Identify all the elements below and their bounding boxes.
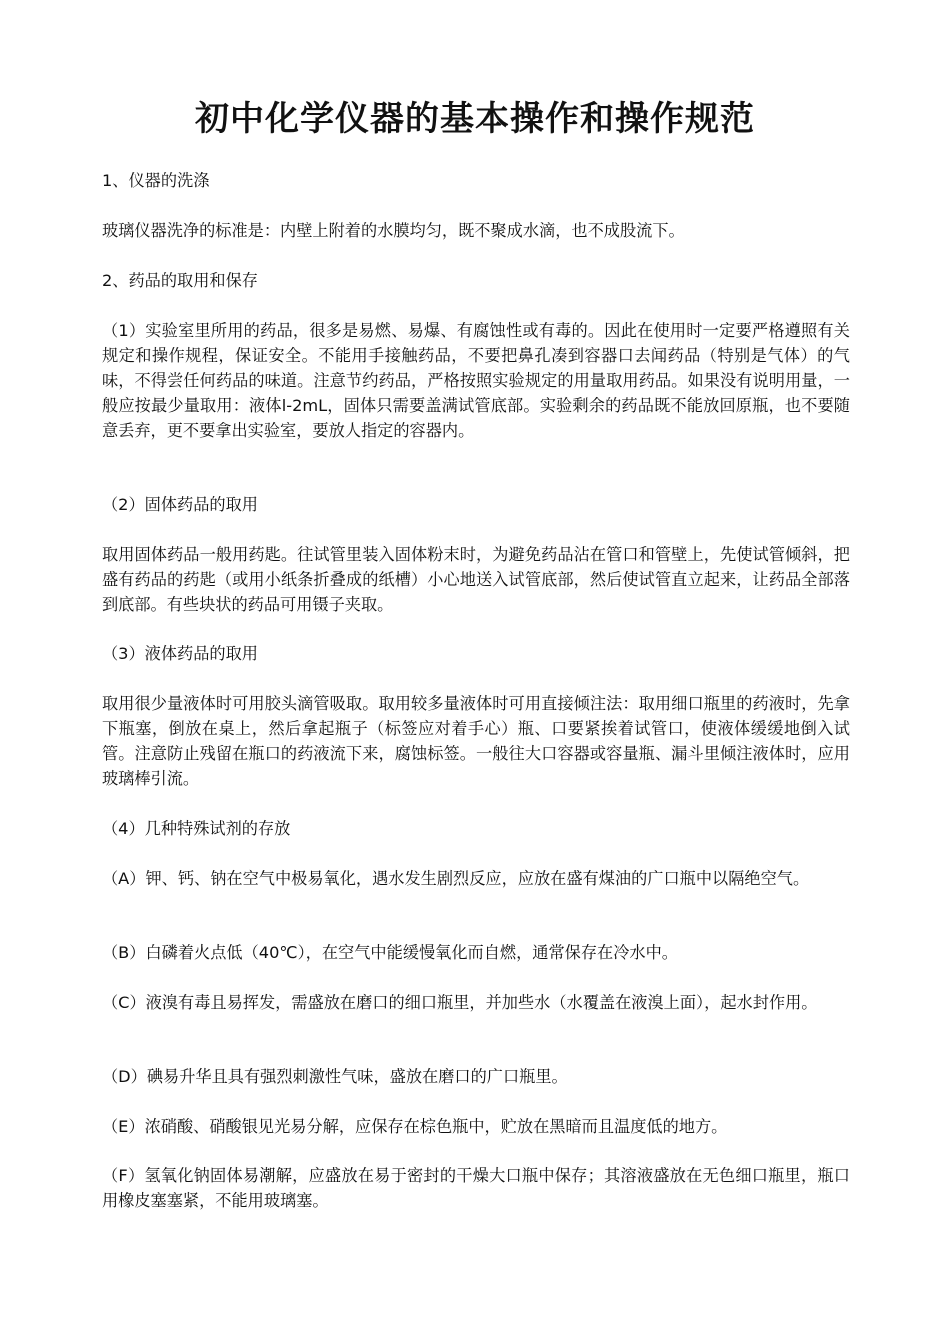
subheading-solid-reagents: （2）固体药品的取用 xyxy=(102,495,258,514)
document-title: 初中化学仪器的基本操作和操作规范 xyxy=(195,99,755,139)
section-heading-cleaning: 1、仪器的洗涤 xyxy=(102,171,210,190)
paragraph-liquid-reagents: 取用很少量液体时可用胶头滴管吸取。取用较多量液体时可用直接倾注法：取用细口瓶里的药液时，先拿下瓶塞，倒放在桌上，然后拿起瓶子（标签应对着手心）瓶、口要紧挨着试管口，使液体缓缓地倒入试管。注意防止残留在瓶口的药液流下来，腐蚀标签。一般往大口容器或容量瓶、漏斗里倾注液体时，应用玻璃棒引流。 xyxy=(102,694,850,788)
paragraph-storage-e: （E）浓硝酸、硝酸银见光易分解，应保存在棕色瓶中，贮放在黑暗而且温度低的地方。 xyxy=(102,1117,728,1136)
paragraph-storage-c: （C）液溴有毒且易挥发，需盛放在磨口的细口瓶里，并加些水（水覆盖在液溴上面），起水封作用。 xyxy=(102,993,818,1012)
paragraph-storage-f: （F）氢氧化钠固体易潮解，应盛放在易于密封的干燥大口瓶中保存；其溶液盛放在无色细口瓶里，瓶口用橡皮塞塞紧，不能用玻璃塞。 xyxy=(102,1166,850,1210)
paragraph-storage-a: （A）钾、钙、钠在空气中极易氧化，遇水发生剧烈反应，应放在盛有煤油的广口瓶中以隔绝空气。 xyxy=(102,869,810,888)
section-heading-reagents: 2、药品的取用和保存 xyxy=(102,271,258,290)
subheading-special-storage: （4）几种特殊试剂的存放 xyxy=(102,819,291,838)
paragraph-reagent-safety: （1）实验室里所用的药品，很多是易燃、易爆、有腐蚀性或有毒的。因此在使用时一定要严格遵照有关规定和操作规程，保证安全。不能用手接触药品，不要把鼻孔凑到容器口去闻药品（特别是气体）的气味，不得尝任何药品的味道。注意节约药品，严格按照实验规定的用量取用药品。如果没有说明用量，一般应按最少量取用：液体l-2mL，固体只需要盖满试管底部。实验剩余的药品既不能放回原瓶，也不要随意丢弃，更不要拿出实验室，要放人指定的容器内。 xyxy=(102,321,850,440)
paragraph-storage-d: （D）碘易升华且具有强烈刺激性气味，盛放在磨口的广口瓶里。 xyxy=(102,1067,568,1086)
subheading-liquid-reagents: （3）液体药品的取用 xyxy=(102,644,258,663)
paragraph-storage-b: （B）白磷着火点低（40℃），在空气中能缓慢氧化而自燃，通常保存在冷水中。 xyxy=(102,943,678,962)
paragraph-solid-reagents: 取用固体药品一般用药匙。往试管里装入固体粉末时，为避免药品沾在管口和管壁上，先使试管倾斜，把盛有药品的药匙（或用小纸条折叠成的纸槽）小心地送入试管底部，然后使试管直立起来，让药品全部落到底部。有些块状的药品可用镊子夹取。 xyxy=(102,545,850,614)
paragraph-cleaning-standard: 玻璃仪器洗净的标准是：内壁上附着的水膜均匀，既不聚成水滴，也不成股流下。 xyxy=(102,221,685,240)
